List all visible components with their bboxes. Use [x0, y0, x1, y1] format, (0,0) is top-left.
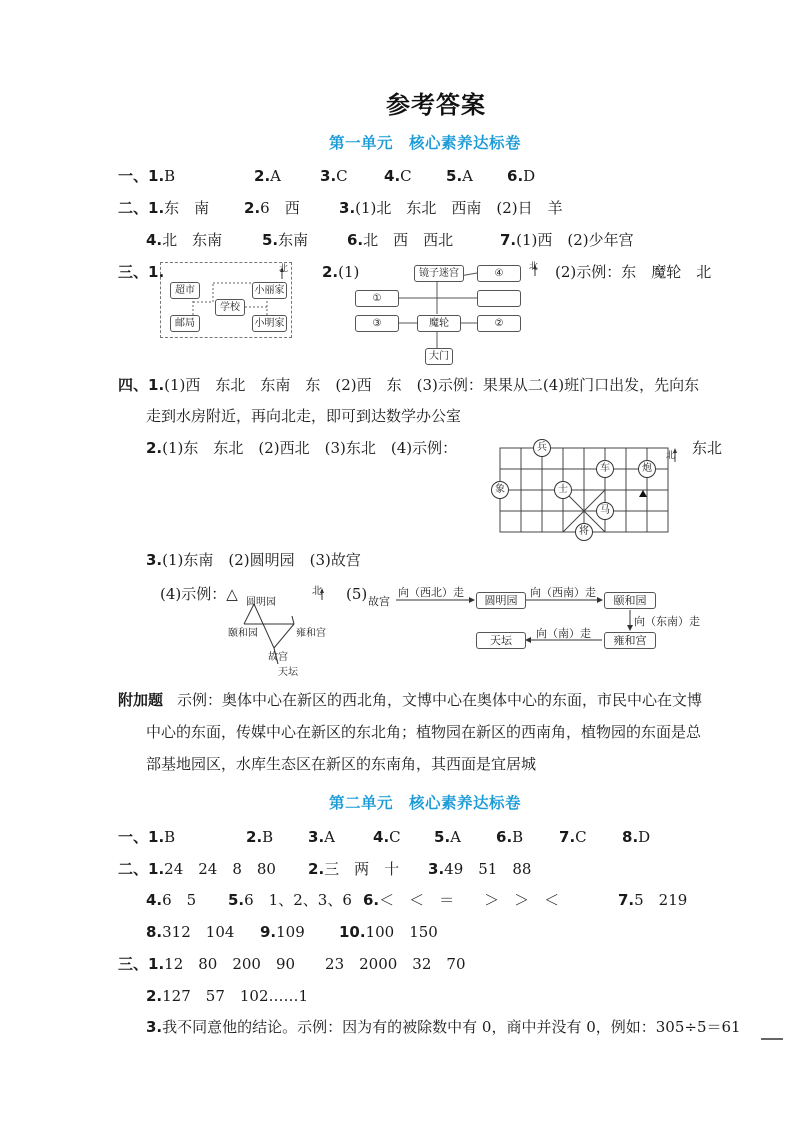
answer: (1)西 (2)少年宫: [516, 231, 634, 249]
question-number: 3.: [146, 551, 163, 569]
route-step4: 向（南）走: [536, 627, 591, 640]
question-number: 1.: [148, 828, 165, 846]
u1-section2-row1: [118, 198, 563, 218]
box-empty: [477, 290, 521, 307]
piece-bing: 兵: [533, 439, 551, 457]
answer: 我不同意他的结论。示例：因为有的被除数中有 0，商中并没有 0，例如：305÷5＝61: [162, 1018, 741, 1036]
gugong-label: 故宫: [268, 652, 288, 663]
question-number: 1.: [148, 860, 165, 878]
answer: 北 东南: [162, 231, 223, 249]
question-number: 2.: [246, 828, 263, 846]
u2-section3-q2: [146, 986, 308, 1006]
answer: 12 80 200 90 23 2000 32 70: [164, 955, 466, 973]
question-number: 3.: [308, 828, 325, 846]
gate-box: 大门: [425, 348, 453, 365]
answer: B: [512, 828, 524, 846]
route-step2: 向（西南）走: [530, 586, 596, 599]
route-start: 故宫: [368, 595, 390, 608]
piece-pao: 炮: [638, 460, 656, 478]
box-1: ①: [355, 290, 399, 307]
question-number: 1.: [148, 376, 165, 394]
u1-section2-row2: [146, 230, 634, 250]
question-number: 7.: [500, 231, 517, 249]
answer: (1)东 东北 (2)西北 (3)东北 (4)示例：: [162, 439, 458, 457]
answer: 127 57 102……1: [162, 987, 309, 1005]
question-number: 4.: [146, 231, 163, 249]
route-flow: [368, 584, 708, 654]
chess-board: [488, 442, 683, 544]
north-label: 北: [279, 264, 289, 274]
box-3: ③: [355, 315, 399, 332]
question-number: 2.: [254, 167, 271, 185]
answer: C: [389, 828, 401, 846]
piece-shi: 士: [554, 481, 572, 499]
question-number: 4.: [146, 891, 163, 909]
question-number: 3.: [428, 860, 445, 878]
answer: C: [575, 828, 587, 846]
u2-section2-row2: [146, 890, 687, 910]
u1-section3: [118, 262, 164, 282]
piece-che: 车: [596, 460, 614, 478]
u2-section1: [118, 827, 650, 847]
route-step3: 向（东南）走: [634, 615, 700, 628]
yuanmingyuan-label: 圆明园: [246, 597, 276, 608]
u2-section2-row1: [118, 859, 531, 879]
school-box: 学校: [215, 299, 245, 316]
park-map: [355, 262, 545, 366]
question-number: 6.: [507, 167, 524, 185]
question-number: 7.: [559, 828, 576, 846]
section-label: 四、: [118, 376, 149, 394]
page-edge-mark: [761, 1038, 783, 1040]
section-label: 三、: [118, 263, 149, 281]
question-number: 3.: [146, 1018, 163, 1036]
answer: C: [336, 167, 348, 185]
answer: B: [262, 828, 274, 846]
answer: A: [270, 167, 281, 185]
xiaoming-home-box: 小明家: [252, 315, 287, 332]
u1-s4-q3-p5: (5): [346, 585, 368, 603]
u2-section3-q3: [146, 1017, 741, 1037]
route-yuanmingyuan: 圆明园: [476, 592, 526, 609]
answer: 北 西 西北: [363, 231, 454, 249]
answer: B: [164, 828, 176, 846]
post-office-box: 邮局: [170, 315, 200, 332]
u1-bonus-line3: 部基地园区，水库生态区在新区的东南角，其西面是宜居城: [146, 755, 537, 773]
question-number: 3.: [320, 167, 337, 185]
section-label: 附加题: [118, 691, 164, 709]
question-number: 1.: [148, 263, 165, 281]
box-4: ④: [477, 265, 521, 282]
u1-s4-q3: [146, 550, 361, 570]
north-label: 北: [312, 586, 322, 597]
answer: 东 南: [164, 199, 210, 217]
section-label: 一、: [118, 167, 149, 185]
north-label: 北: [529, 262, 539, 272]
question-number: 6.: [363, 891, 380, 909]
route-step1: 向（西北）走: [398, 586, 464, 599]
answer: D: [523, 167, 536, 185]
section-label: 三、: [118, 955, 149, 973]
question-number: 2.: [146, 987, 163, 1005]
answer: B: [164, 167, 176, 185]
neighborhood-map: [160, 262, 292, 338]
u1-bonus-line2: 中心的东面，传媒中心在新区的东北角；植物园在新区的西南角，植物园的东面是总: [146, 723, 702, 741]
question-number: 3.: [339, 199, 356, 217]
answer: 312 104: [162, 923, 235, 941]
answer: 6 5: [162, 891, 197, 909]
answer: 5 219: [634, 891, 688, 909]
section-label: 一、: [118, 828, 149, 846]
answer: (1)北 东北 西南 (2)日 羊: [355, 199, 563, 217]
unit1-heading: 第一单元 核心素养达标卷: [329, 134, 522, 152]
question-number: 4.: [384, 167, 401, 185]
u1-section1: [118, 166, 535, 186]
answer: C: [400, 167, 412, 185]
answer: 6 西: [260, 199, 300, 217]
u1-s4-q1-line1: [118, 375, 699, 395]
question-number: 5.: [434, 828, 451, 846]
answer: 100 150: [365, 923, 438, 941]
question-number: 6.: [496, 828, 513, 846]
yonghegong-label: 雍和宫: [296, 628, 326, 639]
answer: 49 51 88: [444, 860, 532, 878]
answer: A: [450, 828, 461, 846]
section-label: 二、: [118, 199, 149, 217]
unit2-heading: 第二单元 核心素养达标卷: [329, 794, 522, 812]
piece-ma: 马: [596, 502, 614, 520]
u1-s3-q2-label: [322, 262, 359, 282]
route-yonghegong: 雍和宫: [604, 632, 656, 649]
answer: (1)西 东北 东南 东 (2)西 东 (3)示例：果果从二(4)班门口出发，先向东: [164, 376, 700, 394]
box-2: ②: [477, 315, 521, 332]
supermarket-box: 超市: [170, 282, 200, 299]
question-number: 8.: [622, 828, 639, 846]
question-number: 1.: [148, 955, 165, 973]
question-number: 1.: [148, 167, 165, 185]
question-number: 2.: [308, 860, 325, 878]
page-title: 参考答案: [386, 91, 486, 119]
section-label: 二、: [118, 860, 149, 878]
question-number: 9.: [260, 923, 277, 941]
answer: (1)东南 (2)圆明园 (3)故宫: [162, 551, 361, 569]
answer: D: [638, 828, 651, 846]
question-number: 5.: [446, 167, 463, 185]
yiheyuan-label: 颐和园: [228, 628, 258, 639]
u1-s4-q2-after: 东北: [692, 439, 723, 457]
question-number: 1.: [148, 199, 165, 217]
answer: A: [462, 167, 473, 185]
answer: (1): [338, 263, 360, 281]
ferris-wheel-box: 魔轮: [417, 315, 461, 332]
question-number: 2.: [146, 439, 163, 457]
piece-xiang: 象: [491, 481, 509, 499]
u2-section3-q1: [118, 954, 465, 974]
xiaoli-home-box: 小丽家: [252, 282, 287, 299]
u1-s4-q2: [146, 438, 457, 458]
question-number: 7.: [618, 891, 635, 909]
tiantan-label: 天坛: [278, 667, 298, 678]
question-number: 4.: [373, 828, 390, 846]
mirror-maze-box: 镜子迷宫: [414, 265, 464, 282]
u2-section2-row3: [146, 922, 438, 942]
north-label: 北: [666, 451, 676, 461]
answer: 109: [276, 923, 305, 941]
answer: 24 24 8 80: [164, 860, 276, 878]
route-tiantan: 天坛: [476, 632, 526, 649]
answer: 6 1、2、3、6: [244, 891, 352, 909]
question-number: 8.: [146, 923, 163, 941]
answer: 东南: [278, 231, 309, 249]
question-number: 2.: [244, 199, 261, 217]
piece-jiang: 将: [575, 523, 593, 541]
u1-s4-q3-p4: (4)示例：△: [160, 585, 238, 603]
question-number: 2.: [322, 263, 339, 281]
answer: 示例：奥体中心在新区的西北角，文博中心在奥体中心的东面，市民中心在文博: [177, 691, 703, 709]
question-number: 5.: [228, 891, 245, 909]
answer: 三 两 十: [324, 860, 400, 878]
route-yiheyuan: 颐和园: [604, 592, 656, 609]
answer: A: [324, 828, 335, 846]
answer: ＜ ＜ ＝ ＞ ＞ ＜: [379, 891, 560, 909]
question-number: 5.: [262, 231, 279, 249]
question-number: 6.: [347, 231, 364, 249]
question-number: 10.: [339, 923, 366, 941]
sketch-map: [226, 586, 336, 678]
u1-s3-q2-part2: (2)示例：东 魔轮 北: [555, 263, 712, 281]
u1-s4-q1-line2: 走到水房附近，再向北走，即可到达数学办公室: [146, 407, 462, 425]
u1-bonus-line1: [118, 690, 702, 710]
